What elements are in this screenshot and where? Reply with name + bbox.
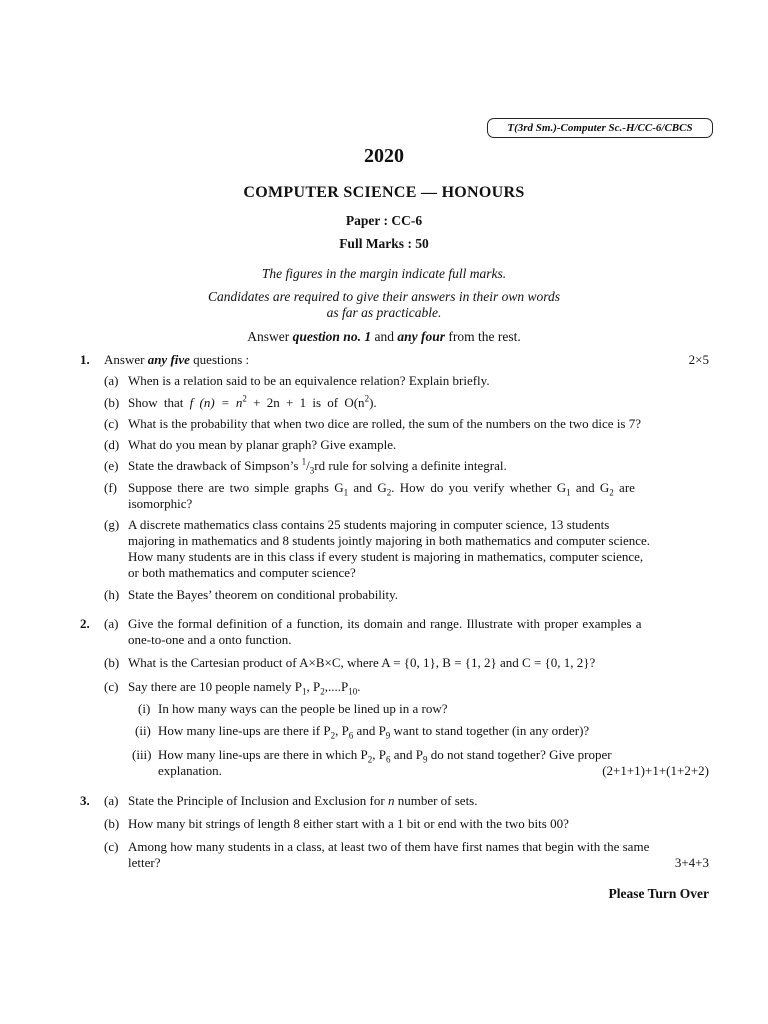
exam-page: T(3rd Sm.)-Computer Sc.-H/CC-6/CBCS 2020 COMPUTER SCIENCE — HONOURS Paper : CC-6 Full Marks : 50 The figures in the margin indicate full marks. Candidates are required to give their answers in their own words as far as practicable. Answer question no. 1 and any four from the rest. 1. Answer any five questions : 2×5 (a) When is a relation said to be an equivalence relation? Explain briefly. (b) Show that f $(n) = n^2 + 2n + 1$ is of $O(n^2)$. (c) What is the probability that when two dice are rolled, the sum of the numbers on the two dice is 7? (d) What do you mean by planar graph? Give example. (e) State the drawback of Simpson’s $^1/_3rd$ rule for solving a definite integral. (f) Suppose there are two simple graphs $G_1$ and $G_2$. How do you verify whether $G_1$ and $G_2$ are isomorphic? (g) A discrete mathematics class contains 25 students majoring in computer science, 13 students majoring in mathematics and 8 students jointly majoring in both mathematics and computer science. How many students are in this class if every student is majoring in mathematics, computer science, or both mathematics and computer science? (h) State the Bayes’ theorem on conditional probability. 2. (a) Give the formal definition of a function, its domain and range. Illustrate with proper examples a one-to-one and a onto function. (b) What is the Cartesian product of A×B×C, where A = {0, 1}, B = {1, 2} and C = {0, 1, 2}? (c) Say there are 10 people namely $P_1$, $P_2,....P_{10}$. (i) In how many ways can the people be lined up in a row? (ii) How many line-ups are there if $P_2$, $P_6$ and $P_9$ want to stand together (in any order)? (iii) How many line-ups are there in which $P_2$, $P_6$ and $P_9$ do not stand together? Give proper explanation. (2+1+1)+1+(1+2+2) 3. (a) State the Principle of Inclusion and Exclusion for n number of sets. (b) How many bit strings of length 8 either start with a 1 bit or end with the two bits 00? (c) Among how many students in a class, at least two of them have first names that begin with the same letter? 3+4+3 Please Turn Over <box>0 0 768 1024</box>
full-marks: Full Marks : 50 <box>339 236 429 251</box>
instruction-own-words: Candidates are required to give their answers in their own words as far as practicable. <box>208 289 560 320</box>
instruction-margin: The figures in the margin indicate full marks. <box>261 266 507 281</box>
question-1-marks: 2×5 <box>688 352 709 367</box>
exam-year: 2020 <box>364 145 404 167</box>
subject-title: COMPUTER SCIENCE — HONOURS <box>243 184 525 201</box>
answer-instruction: Answer question no. 1 and any four from the rest. <box>247 329 521 344</box>
paper-code-box: T(3rd Sm.)-Computer Sc.-H/CC-6/CBCS <box>487 118 713 138</box>
question-3-marks: 3+4+3 <box>674 855 709 870</box>
question-2-marks: (2+1+1)+1+(1+2+2) <box>602 763 709 778</box>
paper-number: Paper : CC-6 <box>345 213 423 228</box>
please-turn-over: Please Turn Over <box>608 886 709 901</box>
